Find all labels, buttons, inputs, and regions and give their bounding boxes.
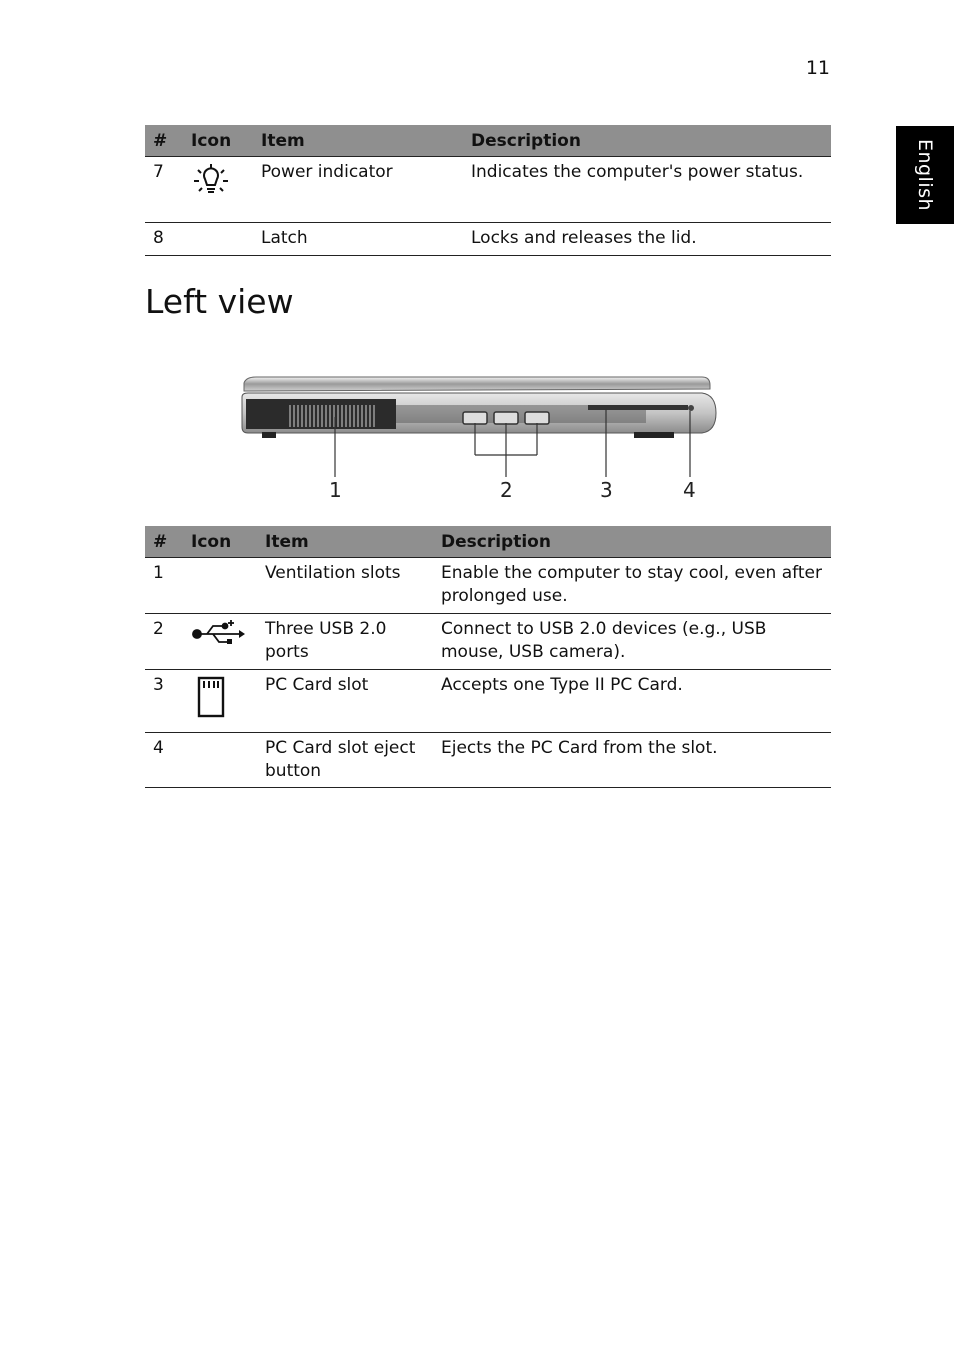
power-indicator-icon <box>191 161 231 203</box>
header-num: # <box>145 526 183 558</box>
row-item: PC Card slot eject button <box>257 733 433 788</box>
row-icon-cell <box>183 223 253 256</box>
header-item: Item <box>253 125 463 157</box>
row-icon-cell <box>183 670 257 733</box>
header-description: Description <box>433 526 831 558</box>
row-icon-cell <box>183 558 257 614</box>
section-title: Left view <box>145 282 294 321</box>
table-header-row <box>145 526 831 558</box>
header-num: # <box>145 125 183 157</box>
row-num: 1 <box>145 558 183 614</box>
table-row <box>145 614 831 670</box>
table-row <box>145 558 831 614</box>
header-description: Description <box>463 125 831 157</box>
header-icon: Icon <box>183 526 257 558</box>
row-description: Connect to USB 2.0 devices (e.g., USB mouse, USB camera). <box>433 614 831 670</box>
row-num: 7 <box>145 157 183 223</box>
table-row <box>145 670 831 733</box>
row-num: 2 <box>145 614 183 670</box>
table-row <box>145 223 831 256</box>
page-number: 11 <box>805 57 830 79</box>
laptop-left-view-figure <box>232 365 722 505</box>
pc-card-slot-graphic <box>588 405 688 410</box>
row-icon-cell <box>183 733 257 788</box>
usb-icon <box>191 618 245 648</box>
callout-4: 4 <box>683 478 696 502</box>
language-tab-label: English <box>914 138 937 212</box>
row-item: Latch <box>253 223 463 256</box>
row-description: Accepts one Type II PC Card. <box>433 670 831 733</box>
header-icon: Icon <box>183 125 253 157</box>
table-header-row <box>145 125 831 157</box>
top-components-table <box>145 125 831 256</box>
row-item: Ventilation slots <box>257 558 433 614</box>
row-item: Three USB 2.0 ports <box>257 614 433 670</box>
row-num: 3 <box>145 670 183 733</box>
row-description: Locks and releases the lid. <box>463 223 831 256</box>
row-num: 8 <box>145 223 183 256</box>
language-tab <box>896 126 954 224</box>
left-view-table <box>145 526 831 788</box>
row-icon-cell <box>183 614 257 670</box>
row-icon-cell <box>183 157 253 223</box>
row-description: Enable the computer to stay cool, even after prolonged use. <box>433 558 831 614</box>
callout-1: 1 <box>329 478 342 502</box>
usb-ports-graphic <box>463 412 549 424</box>
row-description: Ejects the PC Card from the slot. <box>433 733 831 788</box>
row-item: PC Card slot <box>257 670 433 733</box>
callout-3: 3 <box>600 478 613 502</box>
eject-button-graphic <box>688 405 694 411</box>
row-num: 4 <box>145 733 183 788</box>
callout-2: 2 <box>500 478 513 502</box>
pc-card-icon <box>191 674 231 720</box>
table-row <box>145 157 831 223</box>
table-row <box>145 733 831 788</box>
row-item: Power indicator <box>253 157 463 223</box>
row-description: Indicates the computer's power status. <box>463 157 831 223</box>
header-item: Item <box>257 526 433 558</box>
